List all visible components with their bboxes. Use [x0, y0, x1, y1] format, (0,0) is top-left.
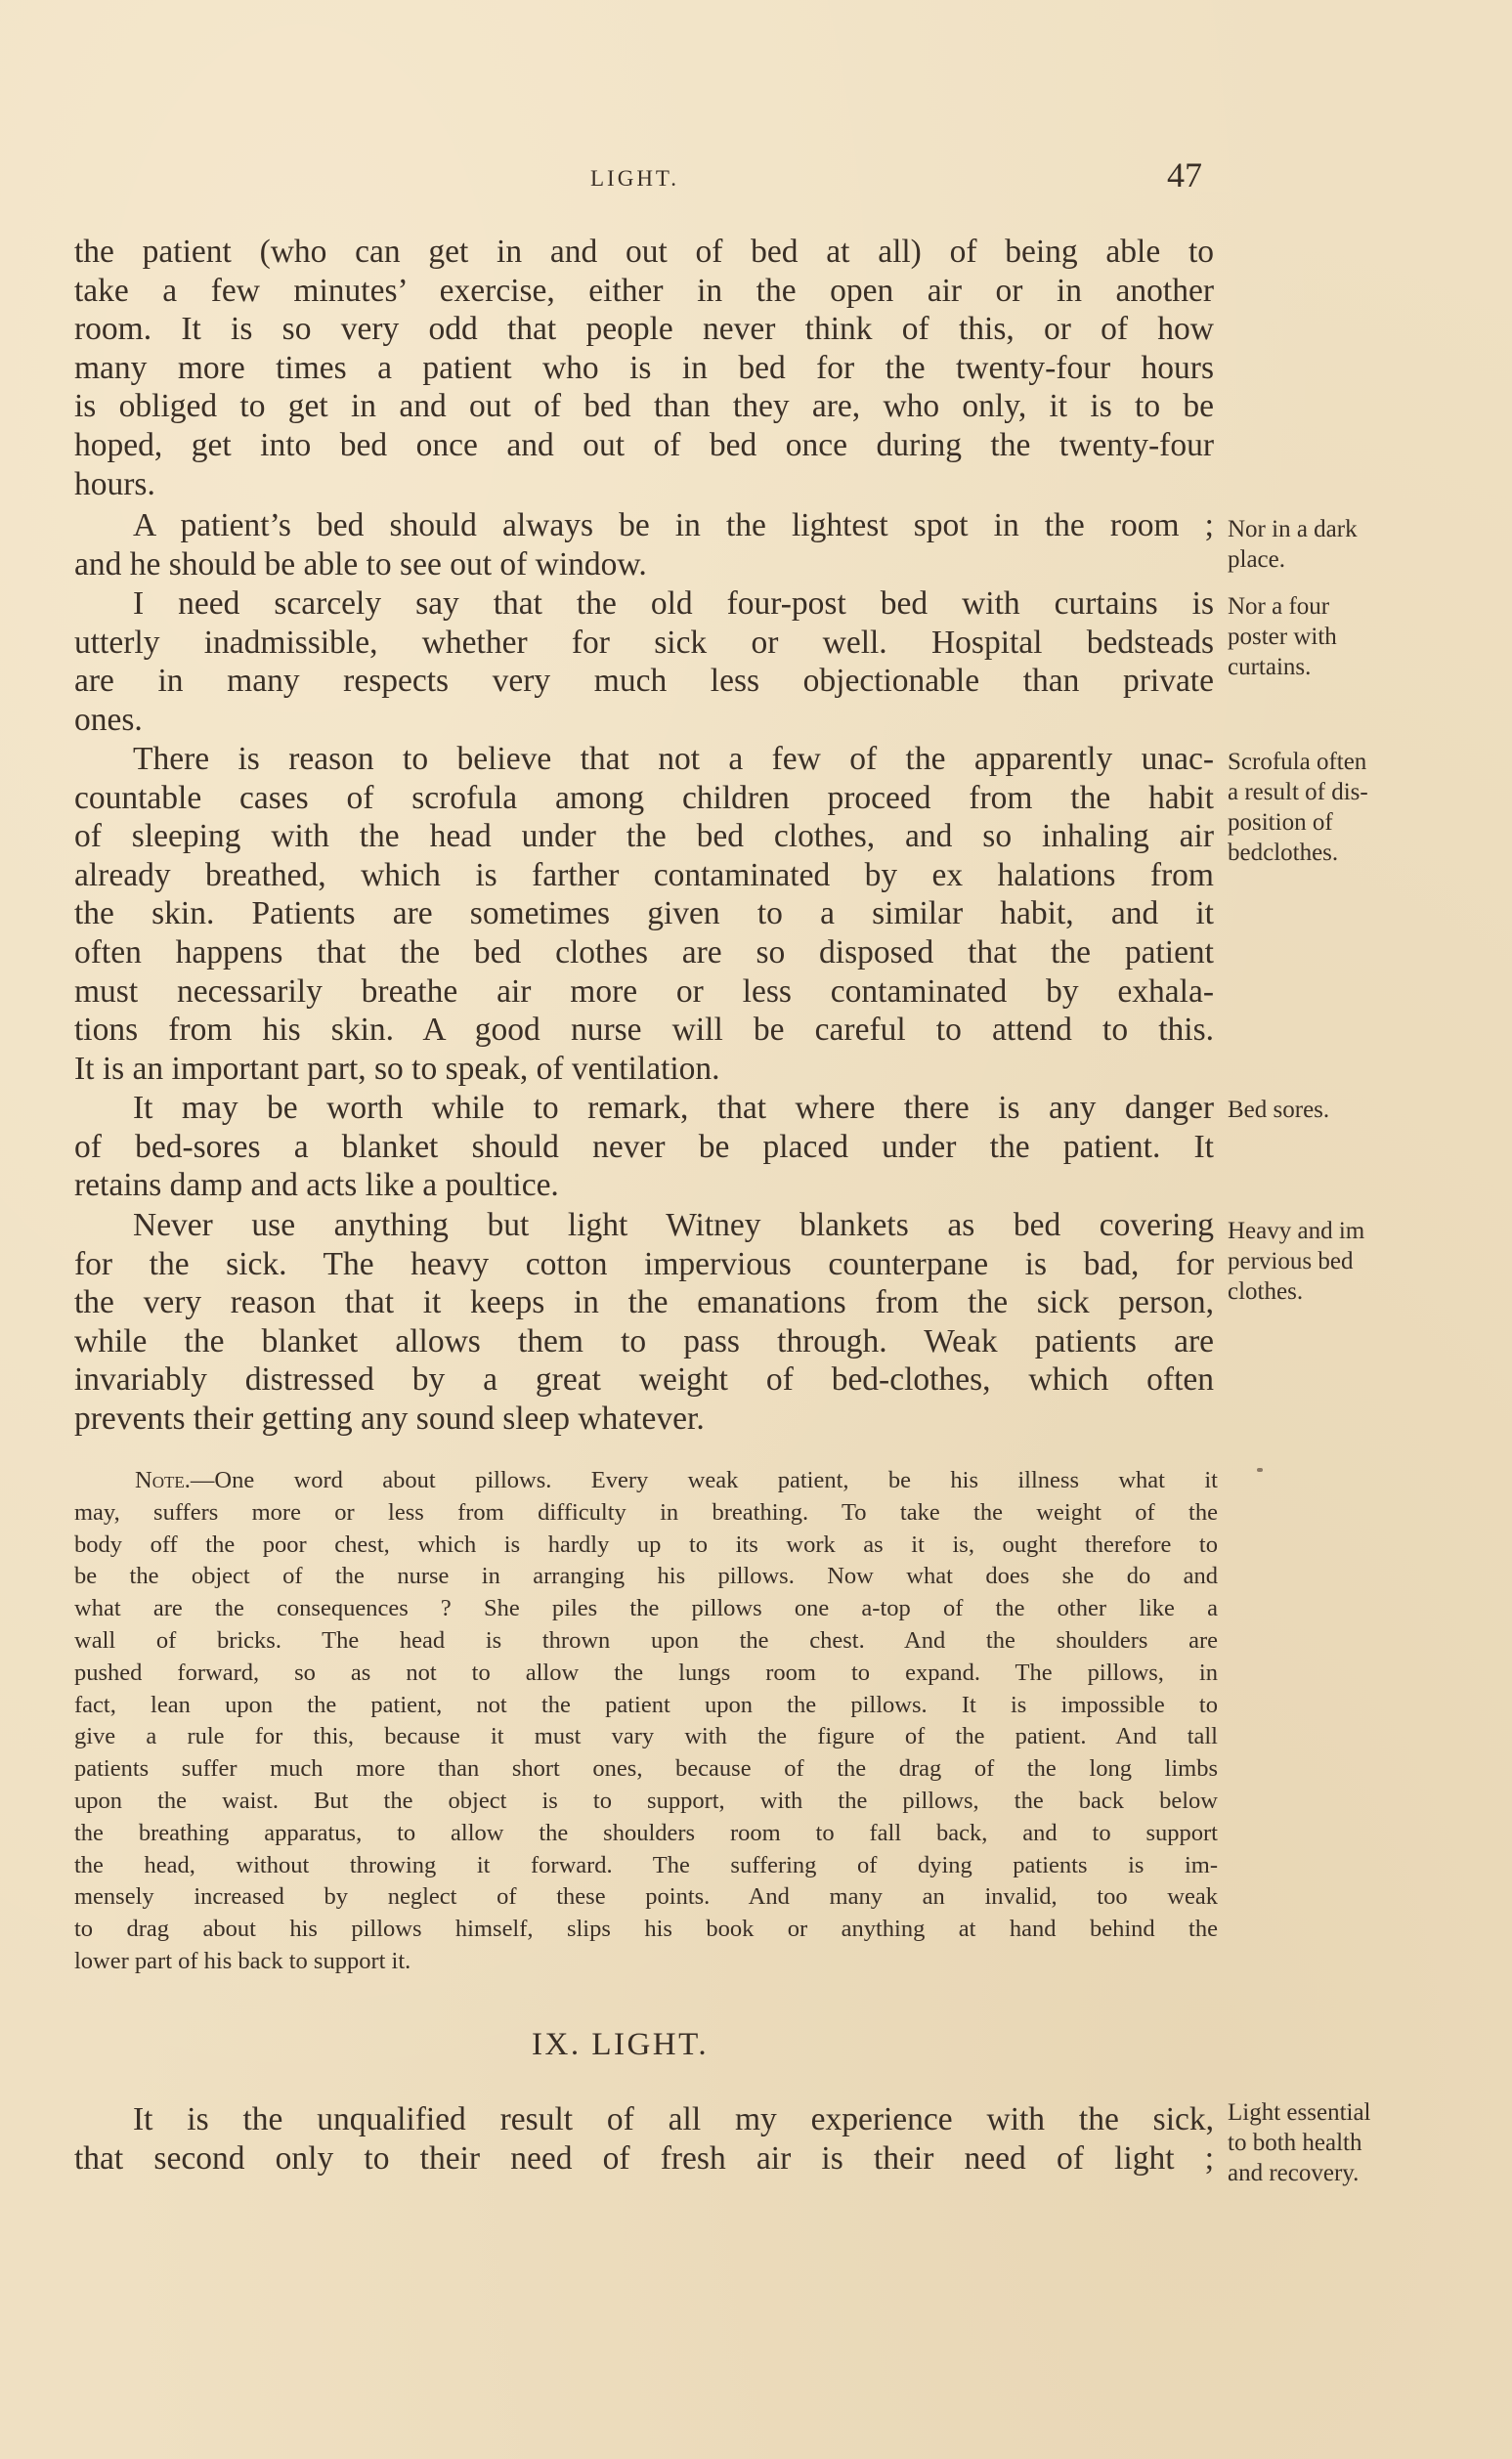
- note-line: give a rule for this, because it must vary with the figure of the patient. And tall: [74, 1723, 1218, 1750]
- paragraph-bed-sores: [74, 1089, 1214, 1205]
- text-line: It is an important part, so to speak, of ventilation.: [74, 1050, 720, 1087]
- margin-note-dark-place: [1228, 514, 1443, 575]
- text-line: is obliged to get in and out of bed than they are, who only, it is to be: [74, 388, 1214, 425]
- margin-note-line: clothes.: [1228, 1278, 1304, 1305]
- text-line: ones.: [74, 701, 143, 738]
- paragraph-bed-position: [74, 506, 1214, 583]
- paragraph-blankets: [74, 1206, 1214, 1439]
- text-line: hours.: [74, 465, 155, 502]
- margin-note-line: to both health: [1228, 2130, 1362, 2156]
- text-line: retains damp and acts like a poultice.: [74, 1167, 559, 1204]
- note-line-text: —One word about pillows. Every weak patient, be his illness what it: [190, 1467, 1218, 1493]
- note-line: be the object of the nurse in arranging his pillows. Now what does she do and: [74, 1563, 1218, 1590]
- note-line: body off the poor chest, which is hardly up to its work as it is, ought therefore to: [74, 1531, 1218, 1558]
- text-line: invariably distressed by a great weight of bed-clothes, which often: [74, 1361, 1214, 1399]
- note-line: to drag about his pillows himself, slips his book or anything at hand behind the: [74, 1916, 1218, 1943]
- running-head: [0, 154, 1512, 197]
- note-label: Note.: [135, 1467, 191, 1493]
- text-line: It is the unqualified result of all my experience with the sick,: [133, 2101, 1214, 2137]
- text-line: already breathed, which is farther contaminated by ex halations from: [74, 856, 1214, 893]
- note-line: what are the consequences ? She piles the pillows one a-top of the other like a: [74, 1595, 1218, 1622]
- page-number: 47: [1167, 155, 1202, 194]
- text-line: room. It is so very odd that people never think of this, or of how: [74, 311, 1214, 348]
- paragraph-light: [74, 2100, 1214, 2178]
- note-line: fact, lean upon the patient, not the patient upon the pillows. It is impossible to: [74, 1691, 1218, 1718]
- text-line: the very reason that it keeps in the emanations from the sick person,: [74, 1284, 1214, 1321]
- paragraph-continuation: [74, 233, 1214, 503]
- margin-note-line: Bed sores.: [1228, 1097, 1330, 1123]
- margin-note-line: position of: [1228, 809, 1333, 836]
- margin-note-scrofula: [1228, 747, 1443, 868]
- note-pillows: [74, 1465, 1218, 1978]
- text-line: countable cases of scrofula among children proceed from the habit: [74, 779, 1214, 816]
- text-line: while the blanket allows them to pass through. Weak patients are: [74, 1322, 1214, 1359]
- note-line: upon the waist. But the object is to support, with the pillows, the back below: [74, 1787, 1218, 1814]
- text-line: must necessarily breathe air more or less contaminated by exhala-: [74, 972, 1214, 1010]
- margin-note-line: Nor in a dark: [1228, 516, 1358, 542]
- note-line: the head, without throwing it forward. The suffering of dying patients is im-: [74, 1851, 1218, 1878]
- text-line: of sleeping with the head under the bed clothes, and so inhaling air: [74, 818, 1214, 855]
- text-line: for the sick. The heavy cotton impervious counterpane is bad, for: [74, 1245, 1214, 1282]
- text-line: take a few minutes’ exercise, either in the open air or in another: [74, 272, 1214, 309]
- margin-note-line: Heavy and im: [1228, 1218, 1365, 1244]
- note-line: patients suffer much more than short ones, because of the drag of the long limbs: [74, 1755, 1218, 1783]
- ink-speck: [1257, 1468, 1263, 1472]
- margin-note-line: Nor a four: [1228, 593, 1330, 620]
- text-line: utterly inadmissible, whether for sick or well. Hospital bedsteads: [74, 624, 1214, 661]
- text-line: There is reason to believe that not a few of the apparently unac-: [133, 741, 1214, 777]
- text-line: the patient (who can get in and out of bed at all) of being able to: [74, 234, 1214, 270]
- text-line: It may be worth while to remark, that where there is any danger: [133, 1090, 1214, 1126]
- margin-note-bed-clothes: [1228, 1216, 1443, 1307]
- margin-note-line: poster with: [1228, 624, 1337, 650]
- note-line: mensely increased by neglect of these points. And many an invalid, too weak: [74, 1883, 1218, 1911]
- text-line: often happens that the bed clothes are so disposed that the patient: [74, 933, 1214, 971]
- margin-note-line: bedclothes.: [1228, 840, 1339, 866]
- margin-note-line: place.: [1228, 546, 1285, 573]
- text-line: A patient’s bed should always be in the lightest spot in the room ;: [133, 507, 1214, 543]
- margin-note-light-essential: [1228, 2097, 1443, 2188]
- text-line: of bed-sores a blanket should never be placed under the patient. It: [74, 1128, 1214, 1165]
- margin-note-line: curtains.: [1228, 654, 1312, 680]
- text-line: prevents their getting any sound sleep whatever.: [74, 1400, 705, 1437]
- text-line: Never use anything but light Witney blankets as bed covering: [133, 1207, 1214, 1243]
- text-line: that second only to their need of fresh air is their need of light ;: [74, 2139, 1214, 2177]
- margin-note-line: and recovery.: [1228, 2160, 1360, 2186]
- paragraph-four-post-bed: [74, 584, 1214, 739]
- note-line: may, suffers more or less from difficulty in breathing. To take the weight of the: [74, 1498, 1218, 1526]
- note-line: the breathing apparatus, to allow the shoulders room to fall back, and to support: [74, 1819, 1218, 1846]
- text-line: I need scarcely say that the old four-post bed with curtains is: [133, 585, 1214, 622]
- running-title: LIGHT.: [590, 166, 680, 191]
- margin-note-line: a result of dis-: [1228, 779, 1368, 805]
- margin-note-line: Scrofula often: [1228, 749, 1367, 775]
- text-line: hoped, get into bed once and out of bed once during the twenty-four: [74, 426, 1214, 463]
- section-heading-text: IX. LIGHT.: [532, 2027, 710, 2062]
- text-line: and he should be able to see out of window.: [74, 545, 647, 582]
- paragraph-scrofula: [74, 740, 1214, 1088]
- text-line: are in many respects very much less objectionable than private: [74, 663, 1214, 700]
- note-line: pushed forward, so as not to allow the lungs room to expand. The pillows, in: [74, 1659, 1218, 1686]
- note-line: wall of bricks. The head is thrown upon the chest. And the shoulders are: [74, 1626, 1218, 1654]
- margin-note-four-poster: [1228, 591, 1443, 682]
- margin-note-bed-sores: [1228, 1095, 1443, 1125]
- text-line: tions from his skin. A good nurse will be careful to attend to this.: [74, 1012, 1214, 1049]
- note-line: lower part of his back to support it.: [74, 1947, 411, 1974]
- note-line: [74, 1465, 1218, 1497]
- margin-note-line: pervious bed: [1228, 1248, 1354, 1274]
- text-line: many more times a patient who is in bed for the twenty-four hours: [74, 349, 1214, 386]
- text-line: the skin. Patients are sometimes given to a similar habit, and it: [74, 895, 1214, 932]
- margin-note-line: Light essential: [1228, 2099, 1371, 2126]
